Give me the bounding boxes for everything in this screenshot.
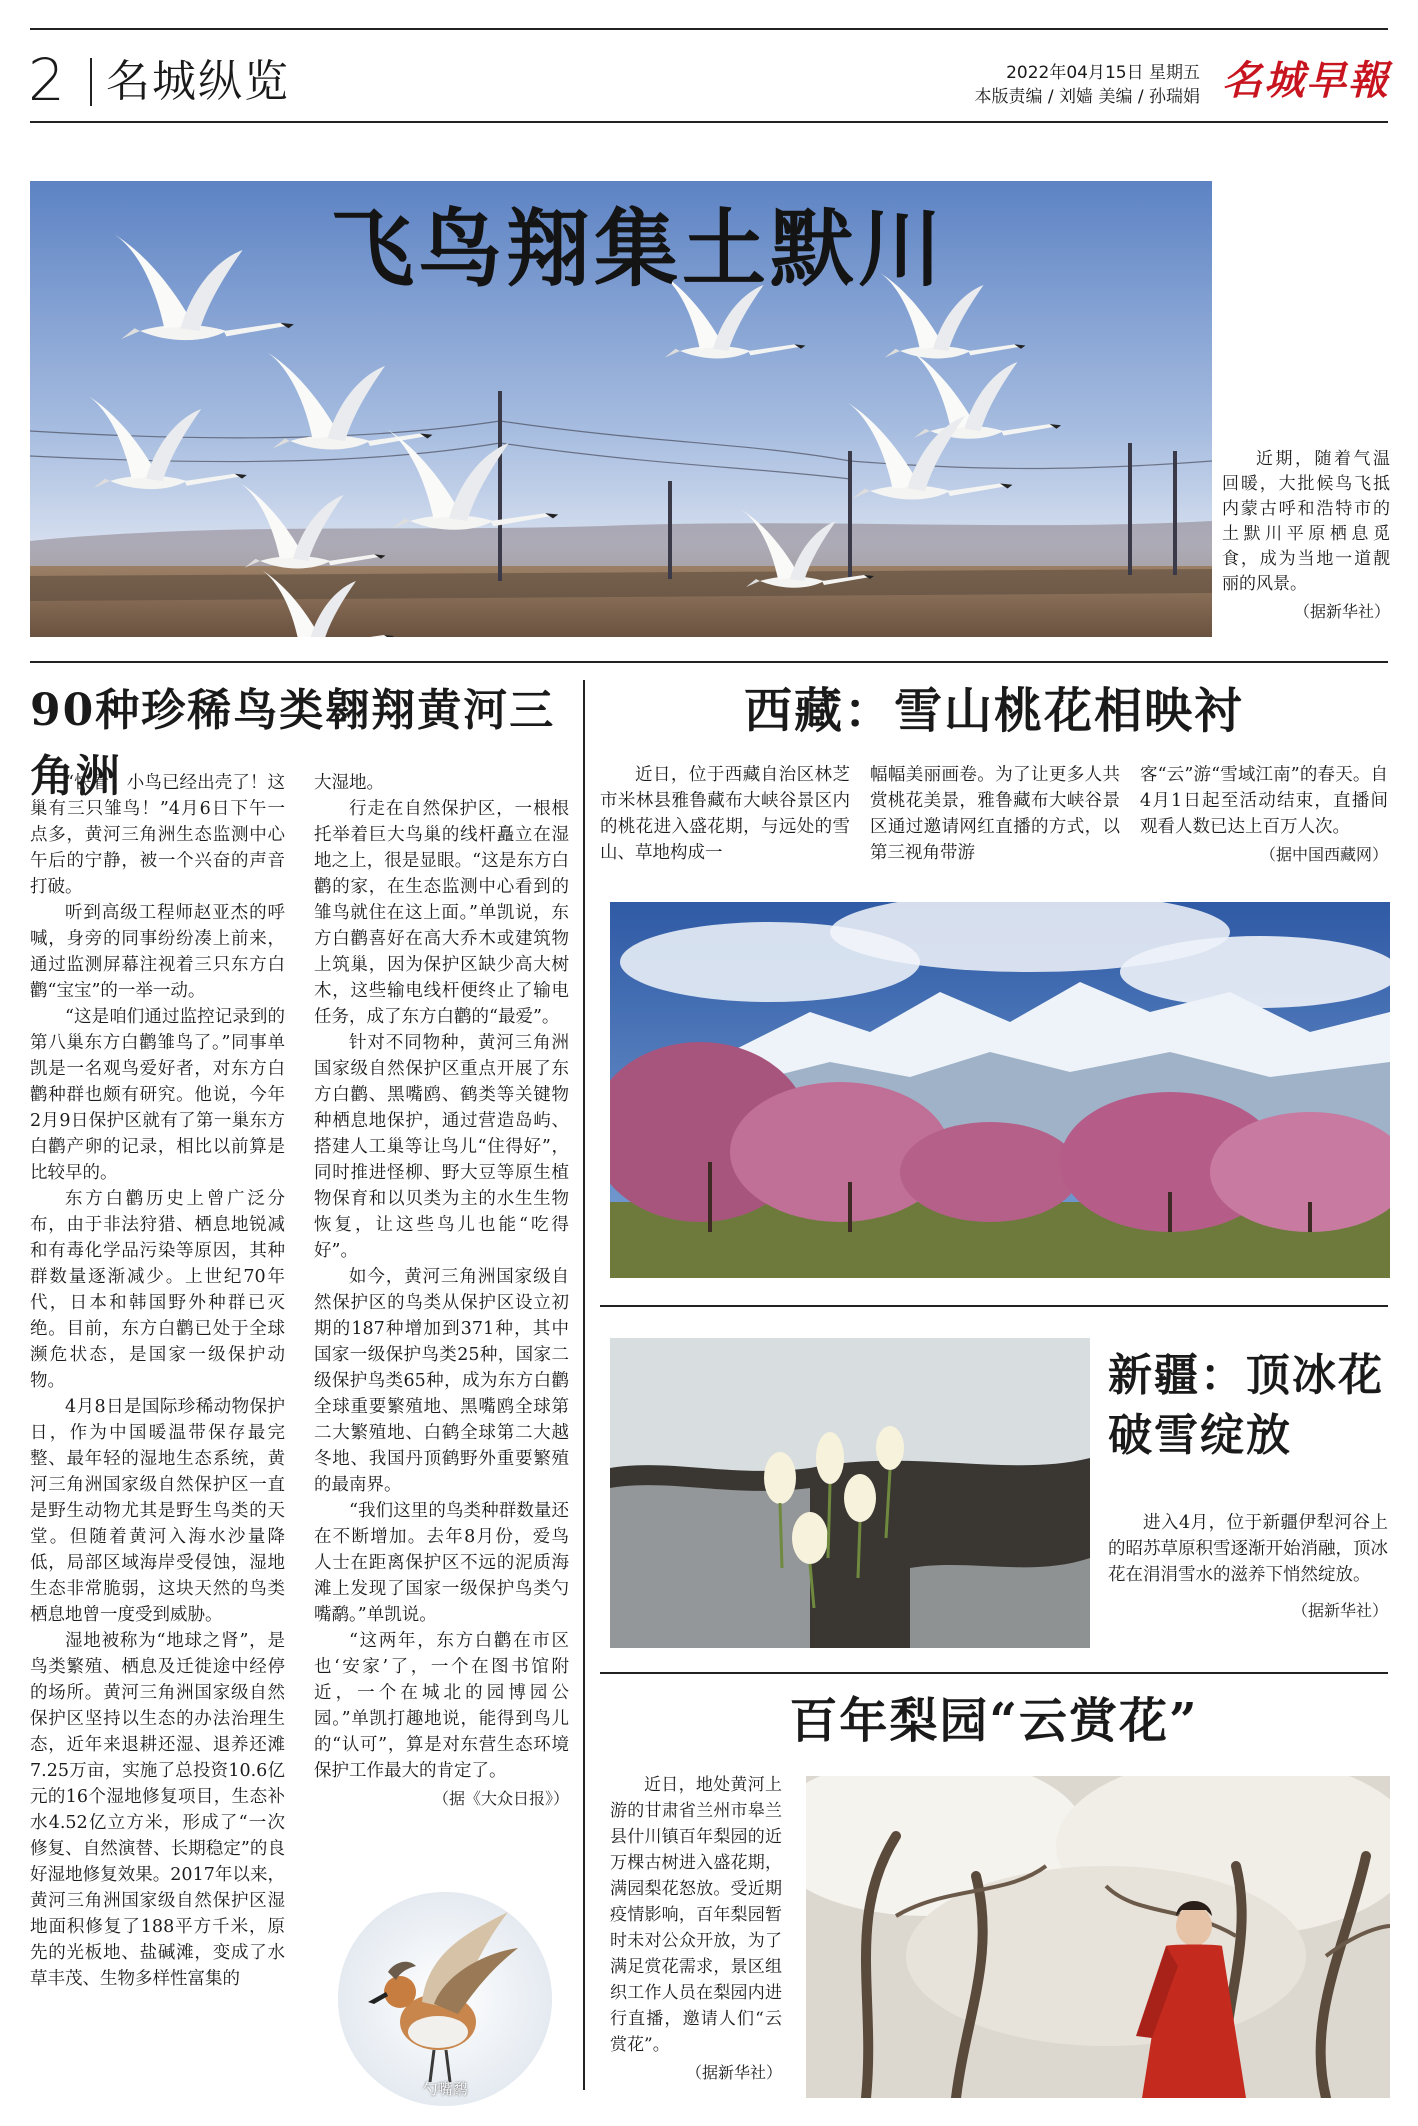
section-title: 名城纵览 [106,56,290,107]
lead-caption [1222,447,1390,624]
yr-paragraph: 行走在自然保护区，一根根托举着巨大鸟巢的线杆矗立在湿地之上，很是显眼。“这是东方白鹳的家，在生态监测中心看到的雏鸟就住在这上面。”单凯说，东方白鹳喜好在高大乔木或建筑物上筑巢，因为保护区缺少高大树木，这些输电线杆便终止了输电任务，成了东方白鹳的“最爱”。 [314,799,569,1027]
yellow-river-column-2 [314,770,569,1812]
yr-paragraph: 听到高级工程师赵亚杰的呼喊，身旁的同事纷纷凑上前来，通过监测屏幕注视着三只东方白鹳“宝宝”的一举一动。 [30,903,285,1001]
section-rule-2 [600,1305,1388,1307]
issue-date: 2022年04月15日 星期五 [1006,63,1200,83]
pear-headline: 百年梨园“云赏花” [789,1693,1199,1749]
pear-text-block [610,1772,782,2086]
tibet-text: 近日，位于西藏自治区林芝市米林县雅鲁藏布大峡谷景区内的桃花进入盛花期，与远处的雪山、草地构成一 [600,765,850,863]
header-rule [30,121,1388,123]
column-divider [583,680,585,2090]
tibet-column-1 [600,762,850,866]
pear-text: 近日，地处黄河上游的甘肃省兰州市皋兰县什川镇百年梨园的近万棵古树进入盛花期，满园梨花怒放。受近期疫情影响，百年梨园暂时未对公众开放，为了满足赏花需求，景区组织工作人员在梨园内进行直播，邀请人们“云赏花”。 [610,1775,782,2055]
xinjiang-headline [1108,1346,1388,1466]
masthead-logo: 名城早報 [1222,57,1390,104]
xinjiang-text: 进入4月，位于新疆伊犁河谷上的昭苏草原积雪逐渐开始消融，顶冰花在涓涓雪水的滋养下悄然绽放。 [1108,1513,1388,1585]
yr-paragraph: 东方白鹳历史上曾广泛分布，由于非法狩猎、栖息地锐减和有毒化学品污染等原因，其种群数量逐渐减少。上世纪70年代，日本和韩国野外种群已灭绝。目前，东方白鹳已处于全球濒危状态，是国家一级保护动物。 [30,1189,285,1391]
section-rule-1 [30,661,1388,663]
tibet-column-3 [1140,762,1388,868]
xinjiang-photo-snow-flowers [610,1338,1090,1648]
xinjiang-headline-line-2: 破雪绽放 [1108,1410,1292,1461]
yr-paragraph: “这是咱们通过监控记录到的第八巢东方白鹳雏鸟了。”同事单凯是一名观鸟爱好者，对东方白鹳种群也颇有研究。他说，今年2月9日保护区就有了第一巢东方白鹳产卵的记录，相比以前算是比较早的。 [30,1007,285,1183]
yr-paragraph: 如今，黄河三角洲国家级自然保护区的鸟类从保护区设立初期的187种增加到371种，其中国家一级保护鸟类25种，国家二级保护鸟类65种，成为东方白鹳全球重要繁殖地、黑嘴鸥全球第二大繁殖地、白鹤全球第二大越冬地、我国丹顶鹤野外重要繁殖的最南界。 [314,1267,569,1495]
section-rule-3 [600,1672,1388,1674]
lead-photo-swans [30,181,1212,637]
page-number: 2 [28,46,65,114]
tibet-text: 客“云”游“雪域江南”的春天。自4月1日起至活动结束，直播间观看人数已达上百万人次。 [1140,765,1388,837]
yr-paragraph: 针对不同物种，黄河三角洲国家级自然保护区重点开展了东方白鹳、黑嘴鸥、鹤类等关键物种栖息地保护，通过营造岛屿、搭建人工巢等让鸟儿“住得好”，同时推进怪柳、野大豆等原生植物保育和以贝类为主的水生生物恢复，让这些鸟儿也能“吃得好”。 [314,1033,569,1261]
lead-headline: 飞鸟翔集土默川 [330,200,947,298]
xinjiang-text-block [1108,1510,1388,1624]
yr-paragraph: 湿地被称为“地球之肾”，是鸟类繁殖、栖息及迁徙途中经停的场所。黄河三角洲国家级自然保护区坚持以生态的办法治理生态，近年来退耕还湿、退养还滩7.25万亩，实施了总投资10.6亿元的16个湿地修复项目，生态补水4.52亿立方米，形成了“一次修复、自然演替、长期稳定”的良好湿地修复效果。2017年以来，黄河三角洲国家级自然保护区湿地面积修复了188平方千米，原先的光板地、盐碱滩，变成了水草丰茂、生物多样性富集的 [30,1631,285,1989]
xinjiang-headline-line-1: 新疆：顶冰花 [1108,1350,1384,1401]
bird-photo-label: 勺嘴鹬 [422,2080,468,2098]
tibet-column-2 [870,762,1120,866]
tibet-headline: 西藏：雪山桃花相映衬 [743,683,1244,739]
tibet-text: 幅幅美丽画卷。为了让更多人共赏桃花美景，雅鲁藏布大峡谷景区通过邀请网红直播的方式，以第三视角带游 [870,765,1120,863]
editors: 本版责编 / 刘嫱 美编 / 孙瑞娟 [974,87,1200,107]
yellow-river-headline: 90种珍稀鸟类翱翔黄河三角洲 [30,685,556,802]
tibet-credit: （据中国西藏网） [1259,845,1388,864]
tibet-photo-peach-blossoms [610,902,1390,1278]
pear-credit: （据新华社） [685,2063,782,2082]
yr-paragraph: 4月8日是国际珍稀动物保护日，作为中国暖温带保存最完整、最年轻的湿地生态系统，黄河三角洲国家级自然保护区一直是野生动物尤其是野生鸟类的天堂。但随着黄河入海水沙量降低，局部区域海岸受侵蚀，湿地生态非常脆弱，这块天然的鸟类栖息地曾一度受到威胁。 [30,1397,285,1625]
yr-paragraph: “这两年，东方白鹳在市区也‘安家’了，一个在图书馆附近，一个在城北的园博园公园。”单凯打趣地说，能得到鸟儿的“认可”，算是对东营生态环境保护工作最大的肯定了。 [314,1631,569,1781]
yr-paragraph: “快看！小鸟已经出壳了！这巢有三只雏鸟！”4月6日下午一点多，黄河三角洲生态监测中心午后的宁静，被一个兴奋的声音打破。 [30,773,285,897]
lead-caption-text: 近期，随着气温回暖，大批候鸟飞抵内蒙古呼和浩特市的土默川平原栖息觅食，成为当地一道靓丽的风景。 [1222,449,1390,594]
pear-photo-blossoms [806,1776,1390,2098]
yr-paragraph: “我们这里的鸟类种群数量还在不断增加。去年8月份，爱鸟人士在距离保护区不远的泥质海滩上发现了国家一级保护鸟类勺嘴鹬。”单凯说。 [314,1501,569,1625]
yr-paragraph: 大湿地。 [314,773,384,793]
bird-photo-spoonbill [338,1892,552,2106]
top-rule [30,28,1388,30]
xinjiang-credit: （据新华社） [1291,1601,1388,1620]
yellow-river-credit: （据《大众日报》） [432,1789,569,1808]
lead-credit: （据新华社） [1293,602,1390,621]
yellow-river-column-1 [30,770,285,1992]
header-divider [90,58,92,106]
